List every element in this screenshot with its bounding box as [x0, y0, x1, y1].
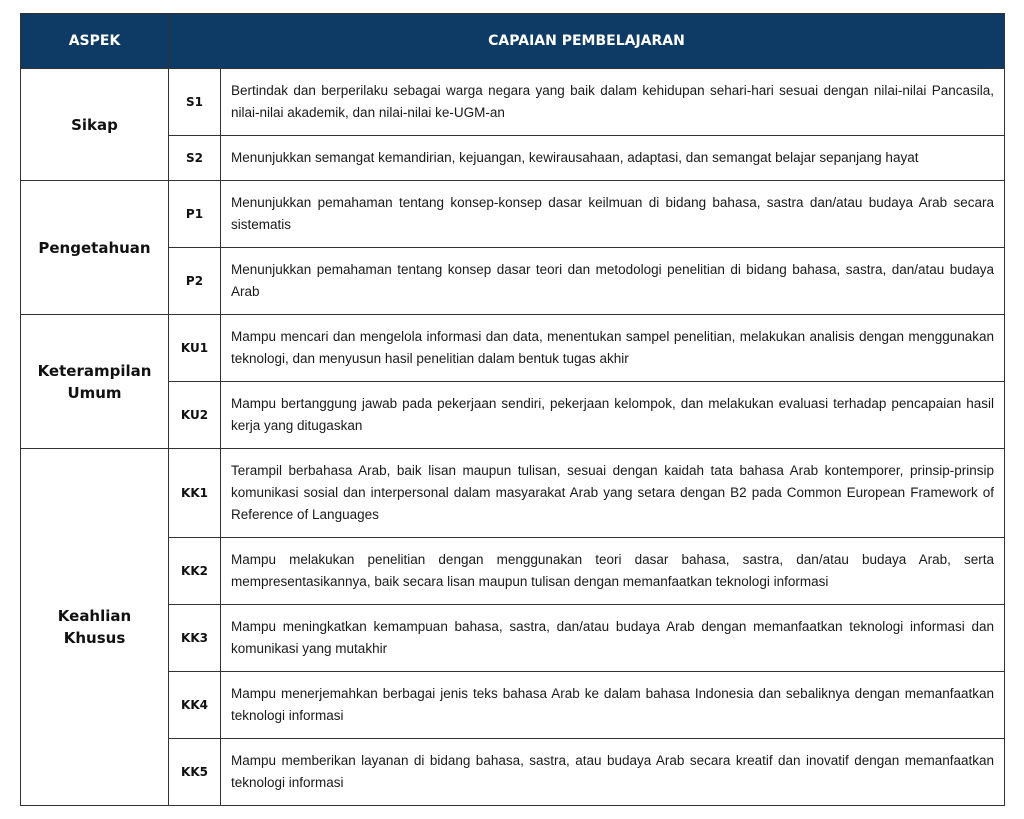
outcome-description: Menunjukkan pemahaman tentang konsep dasar teori dan metodologi penelitian di bidang bahasa, sastra, dan/atau budaya Arab — [221, 248, 1005, 315]
header-capaian-pembelajaran: CAPAIAN PEMBELAJARAN — [169, 14, 1005, 69]
table-row — [21, 672, 1005, 739]
table-row — [21, 181, 1005, 248]
table-row — [21, 538, 1005, 605]
aspek-cell-keahlian-khusus: Keahlian Khusus — [21, 449, 169, 806]
outcome-code: P1 — [169, 181, 221, 248]
table-header-row — [21, 14, 1005, 69]
outcome-description: Mampu memberikan layanan di bidang bahasa, sastra, atau budaya Arab secara kreatif dan inovatif dengan memanfaatkan teknologi informasi — [221, 739, 1005, 806]
outcome-code: KU1 — [169, 315, 221, 382]
aspek-cell-pengetahuan: Pengetahuan — [21, 181, 169, 315]
header-aspek: ASPEK — [21, 14, 169, 69]
outcome-code: S1 — [169, 69, 221, 136]
learning-outcomes-table — [20, 13, 1005, 806]
table-row — [21, 739, 1005, 806]
aspek-cell-keterampilan-umum: Keterampilan Umum — [21, 315, 169, 449]
table-row — [21, 248, 1005, 315]
table-row — [21, 315, 1005, 382]
outcome-code: S2 — [169, 136, 221, 181]
table-row — [21, 69, 1005, 136]
table-row — [21, 605, 1005, 672]
outcome-description: Mampu mencari dan mengelola informasi dan data, menentukan sampel penelitian, melakukan analisis dengan menggunakan teknologi, dan menyusun hasil penelitian dalam bentuk tugas akhir — [221, 315, 1005, 382]
outcome-description: Bertindak dan berperilaku sebagai warga negara yang baik dalam kehidupan sehari-hari sesuai dengan nilai-nilai Pancasila, nilai-nilai akademik, dan nilai-nilai ke-UGM-an — [221, 69, 1005, 136]
outcome-code: KK2 — [169, 538, 221, 605]
outcome-code: KK5 — [169, 739, 221, 806]
outcome-description: Mampu menerjemahkan berbagai jenis teks bahasa Arab ke dalam bahasa Indonesia dan sebaliknya dengan memanfaatkan teknologi informasi — [221, 672, 1005, 739]
outcome-description: Menunjukkan semangat kemandirian, kejuangan, kewirausahaan, adaptasi, dan semangat belajar sepanjang hayat — [221, 136, 1005, 181]
outcome-code: KK1 — [169, 449, 221, 538]
outcome-code: KU2 — [169, 382, 221, 449]
outcome-description: Mampu meningkatkan kemampuan bahasa, sastra, dan/atau budaya Arab dengan memanfaatkan teknologi informasi dan komunikasi yang mutakhir — [221, 605, 1005, 672]
aspek-cell-sikap: Sikap — [21, 69, 169, 181]
outcome-description: Terampil berbahasa Arab, baik lisan maupun tulisan, sesuai dengan kaidah tata bahasa Arab kontemporer, prinsip-prinsip komunikasi sosial dan interpersonal dalam masyarakat Arab yang setara dengan B2 pada Common European Framework of Reference of Languages — [221, 449, 1005, 538]
table-row — [21, 449, 1005, 538]
table-row — [21, 382, 1005, 449]
outcome-description: Mampu bertanggung jawab pada pekerjaan sendiri, pekerjaan kelompok, dan melakukan evaluasi terhadap pencapaian hasil kerja yang ditugaskan — [221, 382, 1005, 449]
outcome-code: KK3 — [169, 605, 221, 672]
table-row — [21, 136, 1005, 181]
outcome-description: Menunjukkan pemahaman tentang konsep-konsep dasar keilmuan di bidang bahasa, sastra dan/atau budaya Arab secara sistematis — [221, 181, 1005, 248]
outcome-code: P2 — [169, 248, 221, 315]
outcome-description: Mampu melakukan penelitian dengan menggunakan teori dasar bahasa, sastra, dan/atau budaya Arab, serta mempresentasikannya, baik secara lisan maupun tulisan dengan memanfaatkan teknologi informasi — [221, 538, 1005, 605]
outcome-code: KK4 — [169, 672, 221, 739]
